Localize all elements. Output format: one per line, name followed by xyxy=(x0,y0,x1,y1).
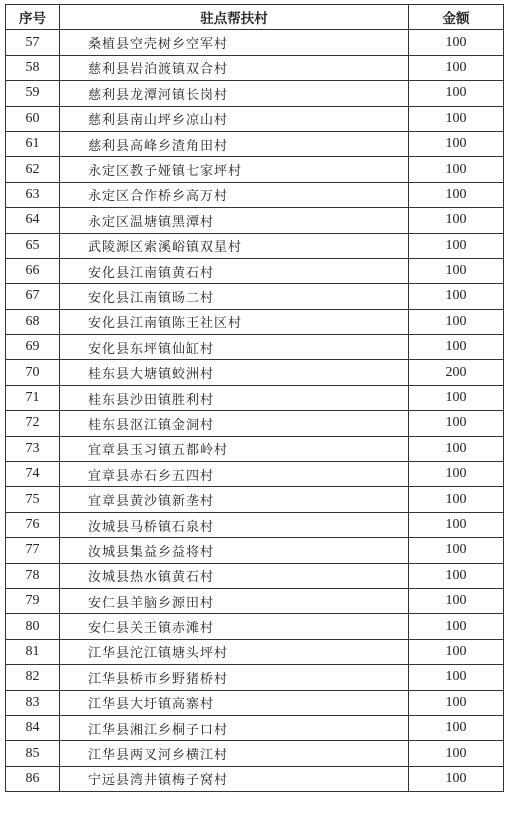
amount-value: 100 xyxy=(409,766,504,791)
village-name: 慈利县龙潭河镇长岗村 xyxy=(60,81,409,106)
row-number: 61 xyxy=(6,131,60,156)
amount-value: 100 xyxy=(409,639,504,664)
village-name: 安化县江南镇黄石村 xyxy=(60,258,409,283)
table-row xyxy=(6,690,504,715)
table-row xyxy=(6,411,504,436)
amount-value: 100 xyxy=(409,462,504,487)
amount-value: 100 xyxy=(409,741,504,766)
village-name: 汝城县集益乡益将村 xyxy=(60,538,409,563)
table-row xyxy=(6,512,504,537)
row-number: 65 xyxy=(6,233,60,258)
header-amount: 金额 xyxy=(409,5,504,30)
village-name: 桑植县空壳树乡空军村 xyxy=(60,30,409,55)
row-number: 69 xyxy=(6,335,60,360)
row-number: 74 xyxy=(6,462,60,487)
amount-value: 100 xyxy=(409,715,504,740)
amount-value: 100 xyxy=(409,335,504,360)
row-number: 59 xyxy=(6,81,60,106)
village-name: 慈利县南山坪乡凉山村 xyxy=(60,106,409,131)
table-row xyxy=(6,588,504,613)
village-name: 江华县两叉河乡横江村 xyxy=(60,741,409,766)
table-row xyxy=(6,258,504,283)
amount-value: 100 xyxy=(409,182,504,207)
table-header-row xyxy=(6,5,504,30)
table-row xyxy=(6,30,504,55)
row-number: 70 xyxy=(6,360,60,385)
table-row xyxy=(6,106,504,131)
amount-value: 100 xyxy=(409,233,504,258)
row-number: 86 xyxy=(6,766,60,791)
table-row xyxy=(6,81,504,106)
table-row xyxy=(6,614,504,639)
village-name: 永定区教子娅镇七家坪村 xyxy=(60,157,409,182)
amount-value: 100 xyxy=(409,512,504,537)
header-serial-number: 序号 xyxy=(6,5,60,30)
row-number: 80 xyxy=(6,614,60,639)
village-name: 桂东县沤江镇金洞村 xyxy=(60,411,409,436)
row-number: 77 xyxy=(6,538,60,563)
amount-value: 100 xyxy=(409,284,504,309)
table-row xyxy=(6,741,504,766)
village-name: 安化县江南镇陈王社区村 xyxy=(60,309,409,334)
amount-value: 100 xyxy=(409,55,504,80)
table-row xyxy=(6,284,504,309)
table-row xyxy=(6,436,504,461)
village-name: 安化县江南镇旸二村 xyxy=(60,284,409,309)
table-row xyxy=(6,157,504,182)
village-name: 桂东县沙田镇胜利村 xyxy=(60,385,409,410)
table-row xyxy=(6,55,504,80)
amount-value: 100 xyxy=(409,690,504,715)
amount-value: 100 xyxy=(409,588,504,613)
row-number: 81 xyxy=(6,639,60,664)
row-number: 78 xyxy=(6,563,60,588)
row-number: 83 xyxy=(6,690,60,715)
village-name: 武陵源区索溪峪镇双星村 xyxy=(60,233,409,258)
village-name: 宜章县赤石乡五四村 xyxy=(60,462,409,487)
amount-value: 100 xyxy=(409,157,504,182)
table-row xyxy=(6,462,504,487)
amount-value: 100 xyxy=(409,258,504,283)
row-number: 58 xyxy=(6,55,60,80)
row-number: 64 xyxy=(6,208,60,233)
village-name: 安仁县羊脑乡源田村 xyxy=(60,588,409,613)
village-name: 宜章县玉习镇五都岭村 xyxy=(60,436,409,461)
table-row xyxy=(6,766,504,791)
table-row xyxy=(6,665,504,690)
row-number: 57 xyxy=(6,30,60,55)
village-name: 宁远县湾井镇梅子窝村 xyxy=(60,766,409,791)
header-village: 驻点帮扶村 xyxy=(60,5,409,30)
table-row xyxy=(6,639,504,664)
row-number: 60 xyxy=(6,106,60,131)
village-name: 汝城县马桥镇石泉村 xyxy=(60,512,409,537)
amount-value: 100 xyxy=(409,436,504,461)
village-name: 慈利县高峰乡渣角田村 xyxy=(60,131,409,156)
village-name: 江华县大圩镇高寨村 xyxy=(60,690,409,715)
table-row xyxy=(6,208,504,233)
row-number: 79 xyxy=(6,588,60,613)
row-number: 71 xyxy=(6,385,60,410)
table-row xyxy=(6,182,504,207)
row-number: 76 xyxy=(6,512,60,537)
amount-value: 100 xyxy=(409,614,504,639)
village-name: 安仁县关王镇赤滩村 xyxy=(60,614,409,639)
village-name: 桂东县大塘镇蛟洲村 xyxy=(60,360,409,385)
amount-value: 100 xyxy=(409,208,504,233)
row-number: 63 xyxy=(6,182,60,207)
village-name: 安化县东坪镇仙缸村 xyxy=(60,335,409,360)
amount-value: 100 xyxy=(409,106,504,131)
amount-value: 100 xyxy=(409,487,504,512)
table-row xyxy=(6,131,504,156)
table-row xyxy=(6,487,504,512)
row-number: 62 xyxy=(6,157,60,182)
amount-value: 100 xyxy=(409,81,504,106)
row-number: 67 xyxy=(6,284,60,309)
village-name: 江华县沱江镇塘头坪村 xyxy=(60,639,409,664)
table-row xyxy=(6,715,504,740)
table-row xyxy=(6,385,504,410)
row-number: 85 xyxy=(6,741,60,766)
village-name: 江华县湘江乡桐子口村 xyxy=(60,715,409,740)
row-number: 82 xyxy=(6,665,60,690)
amount-value: 100 xyxy=(409,131,504,156)
row-number: 66 xyxy=(6,258,60,283)
amount-value: 100 xyxy=(409,385,504,410)
row-number: 75 xyxy=(6,487,60,512)
table-row xyxy=(6,360,504,385)
row-number: 73 xyxy=(6,436,60,461)
table-row xyxy=(6,335,504,360)
amount-value: 100 xyxy=(409,538,504,563)
village-name: 永定区合作桥乡高万村 xyxy=(60,182,409,207)
amount-value: 100 xyxy=(409,411,504,436)
table-row xyxy=(6,563,504,588)
amount-value: 100 xyxy=(409,30,504,55)
table-row xyxy=(6,233,504,258)
village-name: 永定区温塘镇黑潭村 xyxy=(60,208,409,233)
row-number: 72 xyxy=(6,411,60,436)
village-name: 江华县桥市乡野猪桥村 xyxy=(60,665,409,690)
table-row xyxy=(6,538,504,563)
amount-value: 100 xyxy=(409,563,504,588)
table-row xyxy=(6,309,504,334)
row-number: 68 xyxy=(6,309,60,334)
village-name: 宜章县黄沙镇新垄村 xyxy=(60,487,409,512)
amount-value: 200 xyxy=(409,360,504,385)
row-number: 84 xyxy=(6,715,60,740)
amount-value: 100 xyxy=(409,309,504,334)
amount-value: 100 xyxy=(409,665,504,690)
village-name: 慈利县岩泊渡镇双合村 xyxy=(60,55,409,80)
village-name: 汝城县热水镇黄石村 xyxy=(60,563,409,588)
village-funding-table xyxy=(5,4,504,792)
